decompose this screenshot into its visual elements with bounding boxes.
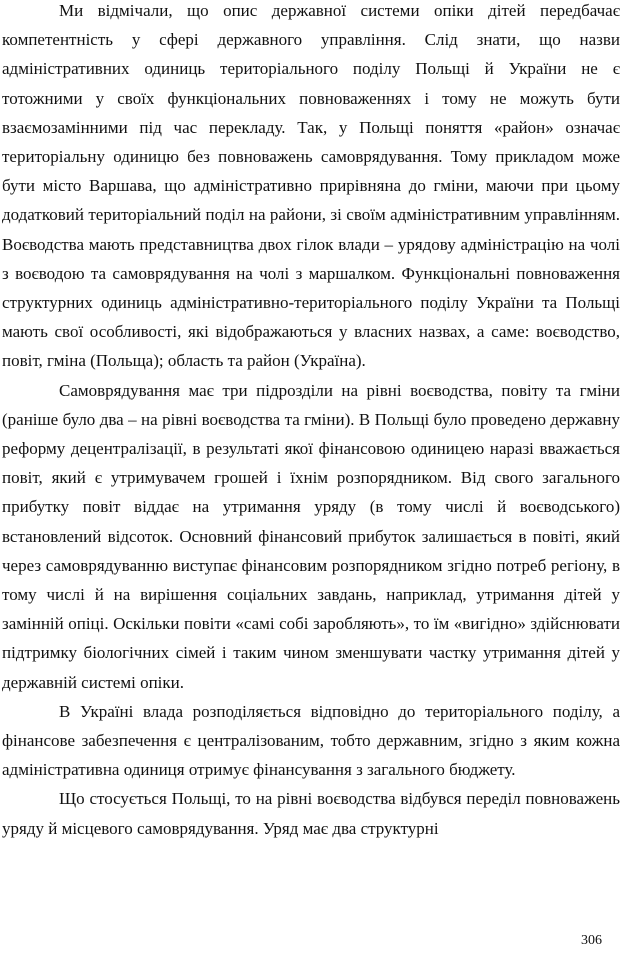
body-text xyxy=(2,2,620,843)
paragraph-1: Ми відмічали, що опис державної системи опіки дітей передбачає компетентність у сфері державного управління. Слід знати, що назви адміністративних одиниць територіального поділу Польщі й України не є тотожними у своїх функціональних повноваженнях і тому не можуть бути взаємозамінними під час перекладу. Так, у Польщі поняття «район» означає територіальну одиницю без повноважень самоврядування. Тому прикладом може бути місто Варшава, що адміністративно прирівняна до гміни, маючи при цьому додатковий територіальний поділ на райони, зі своїм адміністративним управлінням. Воєводства мають представництва двох гілок влади – урядову адміністрацію на чолі з воєводою та самоврядування на чолі з маршалком. Функціональні повноваження структурних одиниць адміністративно-територіального поділу України та Польщі мають свої особливості, які відображаються у власних назвах, а саме: воєводство, повіт, гміна (Польща); область та район (Україна). xyxy=(2,1,620,371)
paragraph-2: Самоврядування має три підрозділи на рівні воєводства, повіту та гміни (раніше було два – на рівні воєводства та гміни). В Польщі було проведено державну реформу децентралізації, в результаті якої фінансовою одиницею наразі вважається повіт, який є утримувачем грошей і їхнім розпорядником. Від свого загального прибутку повіт віддає на утримання уряду (в тому числі й воєводського) встановлений відсоток. Основний фінансовий прибуток залишається в повіті, який через самоврядуванню виступає фінансовим розпорядником згідно потреб регіону, в тому числі й на вирішення соціальних завдань, наприклад, утримання дітей у замінній опіці. Оскільки повіти «самі собі заробляють», то їм «вигідно» здійснювати підтримку біологічних сімей і таким чином зменшувати частку утримання дітей у державній системі опіки. xyxy=(2,380,620,692)
page-number: 306 xyxy=(581,933,602,948)
paragraph-4: Що стосується Польщі, то на рівні воєводства відбувся переділ повноважень уряду й місцевого самоврядування. Уряд має два структурні xyxy=(2,789,620,838)
paragraph-3: В Україні влада розподіляється відповідно до територіального поділу, а фінансове забезпечення є централізованим, тобто державним, згідно з яким кожна адміністративна одиниця отримує фінансування з загального бюджету. xyxy=(2,701,620,780)
